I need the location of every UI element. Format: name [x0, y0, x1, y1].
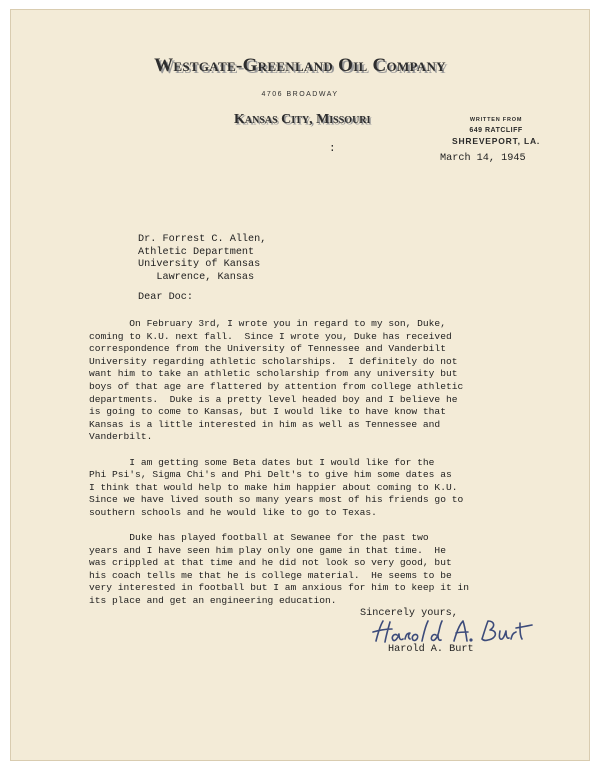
body-line: Kansas is a little interested in him as well as Tennessee and [89, 418, 441, 430]
letterhead-street-address: 4706 BROADWAY [261, 91, 339, 98]
written-from-label: WRITTEN FROM [469, 117, 523, 123]
recipient-line: Athletic Department [138, 246, 255, 258]
paragraph [89, 532, 519, 608]
body-line: On February 3rd, I wrote you in regard to my son, Duke, [89, 318, 446, 329]
body-line: Vanderbilt. [89, 431, 153, 443]
letter-date: March 14, 1945 [440, 153, 526, 164]
letterhead-city: Kansas City, Missouri [234, 112, 371, 127]
paragraph [89, 457, 519, 520]
written-from-block [452, 117, 540, 146]
body-line: Phi Psi's, Sigma Chi's and Phi Delt's to give him some dates as [89, 469, 452, 481]
closing: Sincerely yours, [360, 608, 458, 619]
body-line: his coach tells me that he is college material. He seems to be [89, 569, 452, 581]
body-line: Duke has played football at Sewanee for the past two [89, 532, 429, 544]
body-line: I am getting some Beta dates but I would like for the [89, 456, 435, 468]
body-line: I think that would help to make him happier about coming to K.U. [89, 481, 458, 493]
body-line: correspondence from the University of Tennessee and Vanderbilt [89, 343, 446, 355]
body-line: departments. Duke is a pretty level headed boy and I believe he [89, 393, 458, 405]
body-line: is going to come to Kansas, but I would like to have know that [89, 406, 446, 418]
recipient-line: University of Kansas [138, 259, 261, 271]
stray-colon-mark: : [329, 143, 336, 155]
body-line: want him to take an athletic scholarship from any university but [89, 368, 458, 380]
recipient-address [138, 234, 266, 284]
paragraph [89, 318, 519, 444]
body-line: Since we have lived south so many years most of his friends go to [89, 494, 464, 506]
letter-body [89, 318, 519, 620]
typed-signer-name: Harold A. Burt [388, 644, 474, 655]
written-from-city: SHREVEPORT, LA. [452, 136, 541, 146]
recipient-line: Lawrence, Kansas [138, 271, 255, 283]
letterhead-company-name: Westgate-Greenland Oil Company [154, 55, 446, 76]
body-line: its place and get an engineering education. [89, 595, 337, 607]
body-line: was crippled at that time and he did not look so very good, but [89, 557, 452, 569]
body-line: years and I have seen him play only one game in that time. He [89, 544, 446, 556]
recipient-line: Dr. Forrest C. Allen, [138, 234, 267, 245]
salutation: Dear Doc: [138, 292, 194, 303]
body-line: coming to K.U. next fall. Since I wrote you, Duke has received [89, 330, 452, 342]
body-line: University regarding athletic scholarships. I definitely do not [89, 355, 458, 367]
body-line: boys of that age are flattered by attention from college athletic [89, 380, 464, 392]
body-line: very interested in football but I am anxious for him to keep it in [89, 582, 469, 594]
written-from-street: 649 RATCLIFF [469, 127, 523, 134]
body-line: southern schools and he would like to go to Texas. [89, 506, 377, 518]
